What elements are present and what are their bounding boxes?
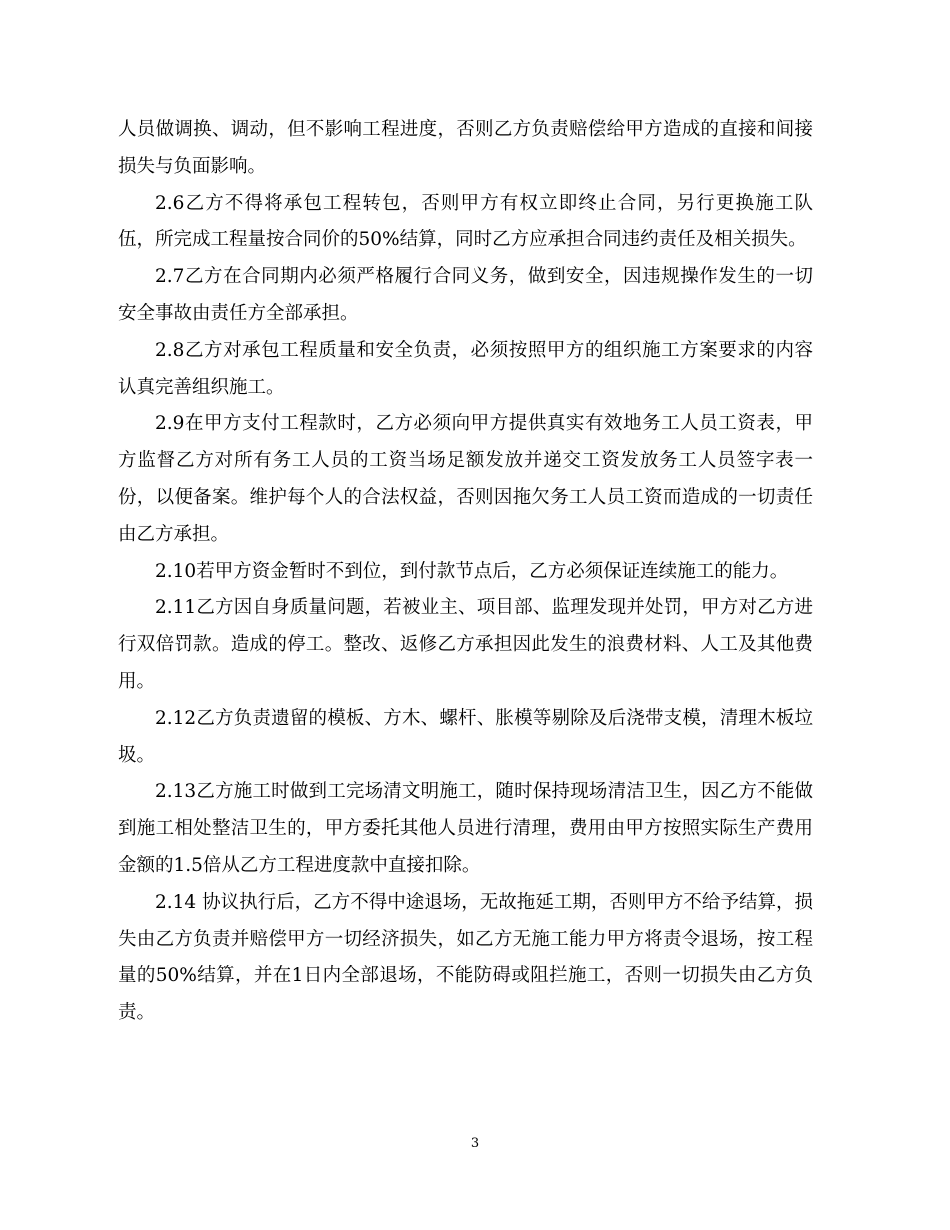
document-body: [118, 112, 813, 1032]
clause-2-12: 2.12乙方负责遗留的模板、方木、螺杆、胀模等剔除及后浇带支模，清理木板垃圾。: [118, 707, 813, 766]
clause-2-7: 2.7乙方在合同期内必须严格履行合同义务，做到安全，因违规操作发生的一切安全事故由责任方全部承担。: [118, 266, 813, 324]
clause-2-11: 2.11乙方因自身质量问题，若被业主、项目部、监理发现并处罚，甲方对乙方进行双倍罚款。造成的停工。整改、返修乙方承担因此发生的浪费材料、人工及其他费用。: [118, 597, 813, 692]
clause-2-10: 2.10若甲方资金暂时不到位，到付款节点后，乙方必须保证连续施工的能力。: [155, 560, 789, 582]
clause-2-9: 2.9在甲方支付工程款时，乙方必须向甲方提供真实有效地务工人员工资表，甲方监督乙方对所有务工人员的工资当场足额发放并递交工资发放务工人员签字表一份，以便备案。维护每个人的合法权益，否则因拖欠务工人员工资而造成的一切责任由乙方承担。: [118, 413, 813, 545]
clause-2-13: 2.13乙方施工时做到工完场清文明施工，随时保持现场清洁卫生，因乙方不能做到施工相处整洁卫生的，甲方委托其他人员进行清理，费用由甲方按照实际生产费用金额的1.5倍从乙方工程进度款中直接扣除。: [118, 781, 813, 876]
clause-2-6: 2.6乙方不得将承包工程转包，否则甲方有权立即终止合同，另行更换施工队伍，所完成工程量按合同价的50%结算，同时乙方应承担合同违约责任及相关损失。: [118, 192, 813, 251]
page-number: 3: [470, 1136, 480, 1151]
clause-2-14: 2.14 协议执行后，乙方不得中途退场，无故拖延工期，否则甲方不给予结算，损失由乙方负责并赔偿甲方一切经济损失，如乙方无施工能力甲方将责令退场，按工程量的50%结算，并在1日内全部退场，不能防碍或阻拦施工，否则一切损失由乙方负责。: [118, 891, 813, 1024]
clause-2-8: 2.8乙方对承包工程质量和安全负责，必须按照甲方的组织施工方案要求的内容认真完善组织施工。: [118, 339, 813, 398]
paragraph-continued: 人员做调换、调动，但不影响工程进度，否则乙方负责赔偿给甲方造成的直接和间接损失与负面影响。: [118, 119, 813, 177]
